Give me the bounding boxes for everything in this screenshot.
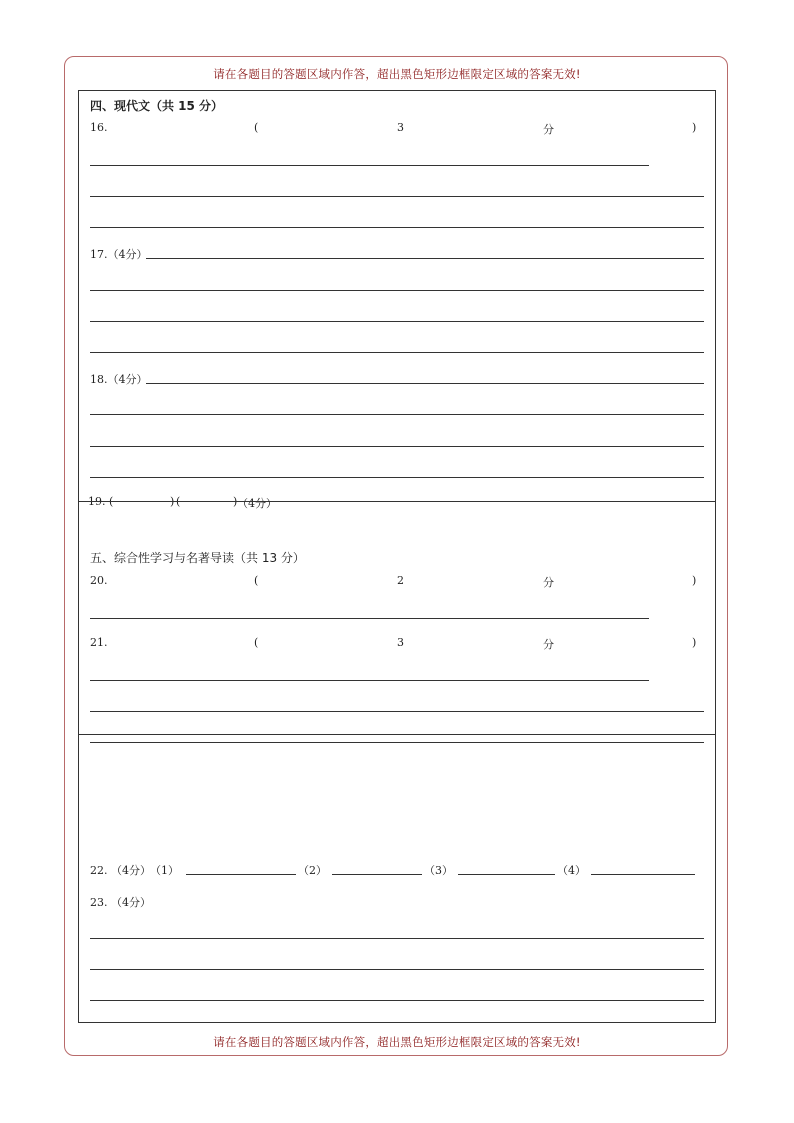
answer-line[interactable] [591,874,695,875]
answer-line[interactable] [90,352,704,353]
answer-line[interactable] [90,321,704,322]
section-4-box [78,90,716,502]
q22-part-2: （2） [298,864,327,877]
q20-score: 2 [397,574,404,587]
q19-bracket: ) [233,495,238,508]
q20-open-paren: ( [254,574,259,587]
q16-close-paren: ) [692,121,697,134]
q18-label: 18.（4分） [90,373,148,386]
warning-top: 请在各题目的答题区域内作答，超出黑色矩形边框限定区域的答案无效! [213,67,581,81]
q22-part-1: （1） [150,864,179,877]
section-6-box [78,734,716,1023]
q23-label: 23. （4分） [90,896,151,909]
q20-close-paren: ) [692,574,697,587]
answer-line[interactable] [90,446,704,447]
warning-bottom: 请在各题目的答题区域内作答，超出黑色矩形边框限定区域的答案无效! [213,1035,581,1049]
answer-line[interactable] [90,196,704,197]
answer-line[interactable] [186,874,296,875]
q16-open-paren: ( [254,121,259,134]
answer-line[interactable] [90,938,704,939]
answer-line[interactable] [146,383,704,384]
answer-line[interactable] [90,711,704,712]
answer-line[interactable] [90,742,704,743]
q20-unit: 分 [543,576,554,589]
answer-line[interactable] [90,165,649,166]
q16-score: 3 [397,121,404,134]
section-5-title: 五、综合性学习与名著导读（共 13 分） [90,551,305,565]
answer-line[interactable] [332,874,422,875]
q21-score: 3 [397,636,404,649]
q19-bracket: ( [176,495,181,508]
q21-number: 21. [90,636,108,649]
q22-label: 22. （4分） [90,864,151,877]
q22-part-4: （4） [557,864,586,877]
q19-score: （4分） [237,497,277,510]
q17-label: 17.（4分） [90,248,148,261]
q16-unit: 分 [543,123,554,136]
q19-bracket: ( [109,495,114,508]
answer-line[interactable] [90,414,704,415]
q16-number: 16. [90,121,108,134]
answer-line[interactable] [90,1000,704,1001]
q19-bracket: ) [170,495,175,508]
q20-number: 20. [90,574,108,587]
answer-line[interactable] [90,969,704,970]
q19-number: 19. [88,495,106,508]
answer-line[interactable] [458,874,555,875]
q21-unit: 分 [543,638,554,651]
answer-line[interactable] [90,227,704,228]
q21-open-paren: ( [254,636,259,649]
q22-part-3: （3） [424,864,453,877]
answer-line[interactable] [90,680,649,681]
answer-line[interactable] [90,618,649,619]
section-4-title: 四、现代文（共 15 分） [90,99,224,113]
answer-line[interactable] [90,290,704,291]
q21-close-paren: ) [692,636,697,649]
answer-line[interactable] [90,477,704,478]
answer-line[interactable] [146,258,704,259]
